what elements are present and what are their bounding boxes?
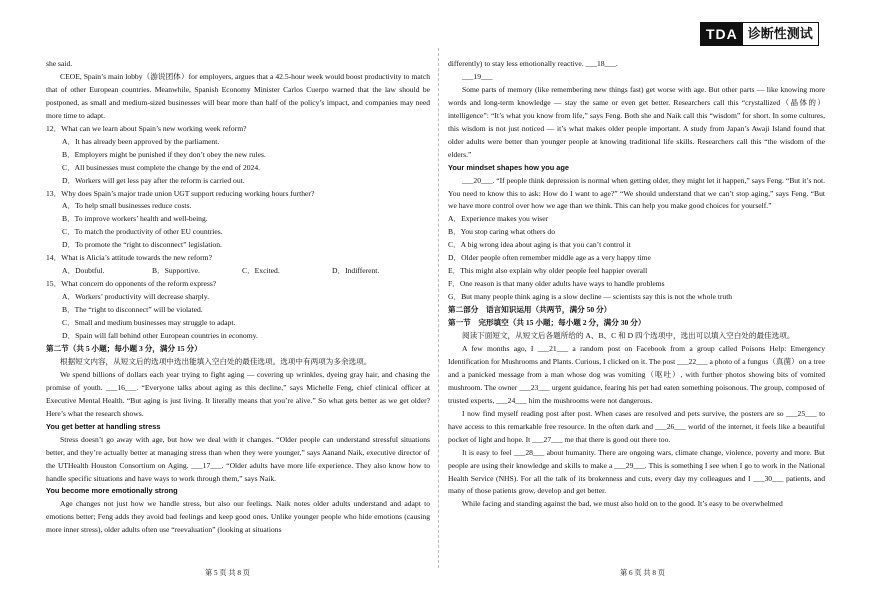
answer-option: D．Older people often remember middle age as a very happy time xyxy=(448,253,651,263)
paragraph: she said. xyxy=(46,59,73,68)
answer-option: C．Small and medium businesses may struggle to adapt. xyxy=(62,318,236,328)
answer-option: B．Employers might be punished if they don’t obey the new rules. xyxy=(62,149,266,159)
paragraph: It is easy to feel ___28___ about humanity. There are ongoing wars, climate change, violence, poverty and more. But people are using their knowledge and skills to make a ___29___. This is something I see when I go to work in the National Health Service (NHS). For all the talk of its brokenness and cuts, every day my colleagues and I ___30___ patients, and many of those patients grow, develop and get better. xyxy=(448,447,825,496)
paragraph: While facing and standing against the bad, we must also hold on to the good. It’s easy to be overwhelmed xyxy=(462,499,783,509)
question-stem: 12．What can we learn about Spain’s new working week reform? xyxy=(46,123,247,133)
question-stem: 13．Why does Spain’s major trade union UGT support reducing working hours further? xyxy=(46,188,315,198)
answer-option: F．One reason is that many older adults have ways to handle problems xyxy=(448,279,665,289)
brand-label: TDA xyxy=(701,23,743,45)
subheading: You become more emotionally strong xyxy=(46,486,178,496)
part-title: 第二部分 语言知识运用（共两节，满分 50 分） xyxy=(448,305,612,315)
section-title: 第一节 完形填空（共 15 小题；每小题 2 分，满分 30 分） xyxy=(448,318,646,328)
answer-option: B．The “right to disconnect” will be violated. xyxy=(62,305,203,315)
page-footer-right: 第 6 页 共 8 页 xyxy=(620,569,665,577)
question-stem: 14．What is Alicia’s attitude towards the new reform? xyxy=(46,253,212,263)
answer-option: B．You stop caring what others do xyxy=(448,227,556,237)
paragraph: I now find myself reading post after post. When cases are resolved and pets survive, the posters are so ___25___ to have access to this remarkable free resource. In the often dark and ___26___ world of the internet, it feels like a beautiful pocket of light and hope. It ___27___ me that there is good out there too. xyxy=(448,408,825,444)
section-title: 第二节（共 5 小题；每小题 3 分，满分 15 分） xyxy=(46,343,202,353)
answer-option: G．But many people think aging is a slow decline — scientists say this is not the whole truth xyxy=(448,292,733,302)
subheading: You get better at handling stress xyxy=(46,421,161,431)
answer-option: D．Spain will fall behind other European countries in economy. xyxy=(62,331,258,341)
answer-option: A．To help small businesses reduce costs. xyxy=(62,201,192,211)
badge-title: 诊断性测试 xyxy=(747,26,813,41)
answer-option: E．This might also explain why older people feel happier overall xyxy=(448,266,648,276)
question-stem: 15．What concern do opponents of the reform express? xyxy=(46,279,217,289)
answer-option: B．To improve workers’ health and well-being. xyxy=(62,214,208,224)
paragraph: Some parts of memory (like remembering new things fast) get worse with age. But other parts — like knowing more words and long-term knowledge — stay the same or even get better. Researchers call this “crystallized（晶体的）intelligence”: “It’s what you know from life,” says Feng. Both she and Naik call this “wisdom” for short. In some cultures, this wisdom is not just noticed — it’s what makes older people important. A study from Japan’s Awaji Island found that older adults were better than younger people at knowing traditional life skills. Researchers call this “the wisdom of the elders.” xyxy=(448,84,825,159)
answer-option: D．Workers will get less pay after the reform is carried out. xyxy=(62,175,245,185)
answer-option: C．To match the productivity of other EU countries. xyxy=(62,227,223,237)
paragraph: Stress doesn’t go away with age, but how we deal with it changes. “Older people can understand stressful situations better, and they’re actually better at managing stress than when they were younger,” says Aanand Naik, executive director of the UTHealth Houston Consortium on Aging. ___17___. “Older adults have more life experience. They also know how to handle specific situations and have ways to work through them,” says Naik. xyxy=(46,434,430,483)
paragraph: Age changes not just how we handle stress, but also our feelings. Naik notes older adults understand and adapt to emotions better; Feng adds they avoid bad feelings and keep good ones. Unlike younger people who hide emotions (causing more inner stress), older adults often use “reevaluation” (looking at situations xyxy=(46,499,430,535)
page-footer-left: 第 5 页 共 8 页 xyxy=(205,569,250,577)
answer-option: C．Excited. xyxy=(242,266,280,276)
header-badge xyxy=(700,22,819,46)
answer-option: A．It has already been approved by the parliament. xyxy=(62,136,220,146)
paragraph: ___20___. “If people think depression is normal when getting older, they might let it happen,” says Feng. “But it’s not. You need to know this to ask: How do I want to age?” “We should understand that we can’t stop aging,” says Feng. “But we have more control over how we age than we think. This can help you make good choices for yourself.” xyxy=(448,175,825,211)
paragraph: differently) to stay less emotionally reactive. ___18___. xyxy=(448,59,618,68)
section-instructions: 根据短文内容，从短文后的选项中选出能填入空白处的最佳选项。选项中有两项为多余选项。 xyxy=(60,356,372,366)
answer-option: B．Supportive. xyxy=(152,266,200,276)
subheading: Your mindset shapes how you age xyxy=(448,162,570,172)
answer-option: D．Indifferent. xyxy=(332,266,380,276)
paragraph: CEOE, Spain’s main lobby（游说团体）for employers, argues that a 42.5-hour week would boost productivity to match that of other European countries. Meanwhile, Spanish Economy Minister Carlos Cuerpo warned that the law should be postponed, as small and medium-sized businesses will bear more than half of the policy’s impact, and companies may need more time to adapt. xyxy=(46,71,430,120)
paragraph: We spend billions of dollars each year trying to fight aging — covering up wrinkles, dyeing gray hair, and chasing the promise of youth. ___16___. “Everyone talks about aging as this decline,” says Michelle Feng, chief clinical officer at Executive Mental Health. “But aging is just living. It literally means that you’re alive.” So what gets better as we get older? Here’s what the research shows. xyxy=(46,369,430,418)
answer-option: A．Doubtful. xyxy=(62,266,105,276)
paragraph: A few months ago, I ___21___ a random post on Facebook from a group called Poisons Help: Emergency Identification for Mushrooms and Plants. Curious, I clicked on it. The post ___22___ a photo of a fungus（真菌）on a tree and a panicked message from a man whose dog was vomiting（呕吐）, with further photos showing bits of vomited mushroom. The owner ___23___ urgent guidance, fearing his pet had eaten something poisonous. The group, composed of trusted experts, ___24___ him the mushrooms were not dangerous. xyxy=(448,343,825,405)
answer-option: A．Experience makes you wiser xyxy=(448,214,549,224)
blank-19: ___19___ xyxy=(462,71,493,81)
answer-option: C．All businesses must complete the change by the end of 2024. xyxy=(62,162,261,172)
answer-option: D．To promote the “right to disconnect” legislation. xyxy=(62,240,222,250)
answer-option: C．A big wrong idea about aging is that you can’t control it xyxy=(448,240,631,250)
answer-option: A．Workers’ productivity will decrease sharply. xyxy=(62,292,209,302)
column-divider xyxy=(438,48,439,568)
section-instructions: 阅读下面短文，从短文后各题所给的 A、B、C 和 D 四个选项中，选出可以填入空白处的最佳选项。 xyxy=(462,331,795,341)
answer-options-row xyxy=(46,265,430,278)
right-page xyxy=(448,58,825,511)
left-page xyxy=(46,58,430,537)
